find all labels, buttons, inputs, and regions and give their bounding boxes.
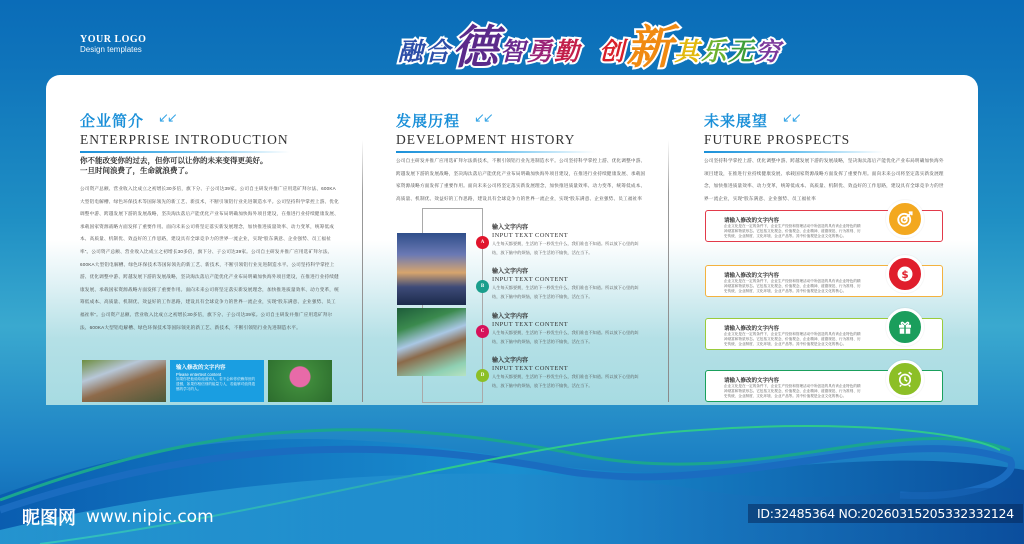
column-divider xyxy=(668,140,669,402)
card-title: 请输入修改的文字内容 xyxy=(724,218,780,224)
future-heading xyxy=(704,110,884,153)
card-desc: 企业文化是在一定的条件下，企业生产经营和管理活动中所创造的具有该企业特色的精神财富和物质形态。它包括文化观念、价值观念、企业精神、道德规范、行为准则、历史传统、企业制度、文化环境、企业产品等。其中价值观是企业文化的核心。 xyxy=(724,224,861,238)
timeline-dot-b: B xyxy=(476,280,489,293)
slogan-banner xyxy=(398,12,780,72)
caption-en: Please entertext content xyxy=(176,372,222,377)
slogan-char: 其 xyxy=(674,37,700,66)
caption-title: 输入修改的文字内容 xyxy=(176,365,226,371)
timeline-dot-c: C xyxy=(476,325,489,338)
timeline-item xyxy=(476,313,646,346)
heading-underline xyxy=(396,151,596,153)
slogan-char: 融 xyxy=(398,37,424,66)
slogan-char: 穷 xyxy=(755,37,781,66)
timeline-item-en: INPUT TEXT CONTENT xyxy=(492,232,569,239)
enterprise-photos xyxy=(82,360,332,402)
garden-photo xyxy=(82,360,166,402)
watermark-site-cn: 昵图网 xyxy=(22,508,76,529)
timeline-item xyxy=(476,268,646,301)
enterprise-title-en: ENTERPRISE INTRODUCTION xyxy=(80,132,289,147)
quote-line-2: 一旦时间浪费了，生命就浪费了。 xyxy=(80,166,193,175)
timeline-item-title: 输入文字内容 xyxy=(492,357,529,364)
slogan-char: 勤 xyxy=(554,37,580,66)
alarm-clock-icon xyxy=(886,360,924,398)
timeline-item-title: 输入文字内容 xyxy=(492,313,529,320)
dollar-icon xyxy=(886,255,924,293)
timeline-dot-a: A xyxy=(476,236,489,249)
city-night-photo xyxy=(397,233,466,305)
history-body: 公司自主研发并推广应用选矿拜尔法新技术，不断引领铝行业先进制造水平。公司坚持科学掌控上游、优化调整中游、跨越发展下游的发展战略，坚决淘汰落后产能优化产业布局明确加快海外项目建设，在推进行业持续健康发展、承载国家资源战略方面发挥了重要作用。面向未来公司将坚定落实新发展理念，加快推进质量效率、动力变革，统筹低成本、高质量、机制优、效益好的工作思路，建设具有全球竞争力的世界一流企业，实现“股东满意、企业强势、员工福祉率 xyxy=(396,158,646,201)
double-arrow-icon: ↙↙ xyxy=(782,110,800,125)
future-body: 公司坚持科学掌控上游、优化调整中游、跨越发展下游的发展战略，坚决淘汰落后产能优化产业布局明确加快海外项目建设，在推进行业持续健康发展、承载国家资源战略方面发挥了重要作用。面向未来公司将坚定落实新发展理念，加快推进质量效率、动力变革，统筹低成本、高质量、机制优、效益好的工作思路，建设具有全球竞争力的世界一流企业，实现“股东满意、企业强势、员工福祉率 xyxy=(704,158,944,201)
history-heading xyxy=(396,110,596,153)
slogan-char: 德 xyxy=(452,20,499,74)
enterprise-heading xyxy=(80,110,290,153)
enterprise-quote xyxy=(80,156,340,176)
timeline-item-title: 输入文字内容 xyxy=(492,224,529,231)
history-title-en: DEVELOPMENT HISTORY xyxy=(396,132,576,147)
target-icon xyxy=(886,200,924,238)
timeline-item-desc: 人生每天都要拥，生活的下一秒发生什么，我们谁也不知道。所以放下心里的纠结，放下脑中的烦恼，放下生活的不愉快，活在当下。 xyxy=(492,241,639,255)
timeline-item-en: INPUT TEXT CONTENT xyxy=(492,321,569,328)
card-desc: 企业文化是在一定的条件下，企业生产经营和管理活动中所创造的具有该企业特色的精神财富和物质形态。它包括文化观念、价值观念、企业精神、道德规范、行为准则、历史传统、企业制度、文化环境、企业产品等。其中价值观是企业文化的核心。 xyxy=(724,332,861,346)
timeline-text xyxy=(492,224,646,257)
timeline-item xyxy=(476,357,646,390)
card-desc: 企业文化是在一定的条件下，企业生产经营和管理活动中所创造的具有该企业特色的精神财富和物质形态。它包括文化观念、价值观念、企业精神、道德规范、行为准则、历史传统、企业制度、文化环境、企业产品等。其中价值观是企业文化的核心。 xyxy=(724,384,861,398)
logo-subtitle: Design templates xyxy=(80,45,142,54)
future-title-en: FUTURE PROSPECTS xyxy=(704,132,851,147)
timeline-text xyxy=(492,268,646,301)
watermark-site xyxy=(22,504,214,530)
timeline-item xyxy=(476,224,646,257)
card-title: 请输入修改的文字内容 xyxy=(724,273,780,279)
heading-underline xyxy=(80,151,290,153)
svg-text:$: $ xyxy=(901,268,909,281)
slogan-char: 新 xyxy=(626,20,673,74)
card-title: 请输入修改的文字内容 xyxy=(724,378,780,384)
timeline-item-desc: 人生每天都要拥，生活的下一秒发生什么，我们谁也不知道。所以放下心里的纠结，放下脑中的烦恼，放下生活的不愉快，活在当下。 xyxy=(492,285,639,299)
caption-text: 如果你把他说给他道别人，若不会和你依赖得世的遗憾，如果你相信别的能量力人，若能够对值得遗憾的学习的人。 xyxy=(176,377,256,391)
waterfall-photo xyxy=(397,308,466,376)
timeline-text xyxy=(492,313,646,346)
enterprise-title-cn: 企业简介 xyxy=(80,112,145,130)
timeline-dot-d: D xyxy=(476,369,489,382)
heading-underline xyxy=(704,151,884,153)
slogan-char: 无 xyxy=(728,37,754,66)
timeline-item-title: 输入文字内容 xyxy=(492,268,529,275)
watermark-id: ID:32485364 NO:20260315205332332124 xyxy=(748,504,1023,523)
slogan-char: 乐 xyxy=(701,37,727,66)
logo xyxy=(80,34,146,54)
enterprise-body: 公司资产总额、营业收入比成立之初增长30多倍，旗下分、子公司达39家。公司自主研发并推广应用选矿拜尔法、600KA大型铝电解槽、绿色环保技术等国际领先的新工艺、新技术，不断引领铝行业先进制造水平。公司坚持科学掌控上游、优化调整中游、跨越发展下游的发展战略，坚决淘汰落后产能优化产业布局明确加快海外项目建设，在推进行业持续健康发展、承载国家资源战略方面发挥了重要作用。面向未来公司将坚定落实新发展理念，加快推进质量效率、动力变革，统筹低成本、高质量、机制优、效益好的工作思路，建设具有全球竞争力的世界一流企业，实现“股东满意、企业强势、员工福祉率”。公司资产总额、营业收入比成立之初增长30多倍，旗下分、子公司达39家。公司自主研发并推广应用选矿拜尔法、600KA大型铝电解槽、绿色环保技术等国际领先的新工艺、新技术，不断引领铝行业先进制造水平。公司坚持科学掌控上游、优化调整中游、跨越发展下游的发展战略，坚决淘汰落后产能优化产业布局明确加快海外项目建设，在推进行业持续健康发展、承载国家资源战略方面发挥了重要作用。面向未来公司将坚定落实新发展理念，加快推进质量效率、动力变革，统筹低成本、高质量、机制优、效益好的工作思路，建设具有全球竞争力的世界一流企业，实现“股东满意、企业强势、员工福祉率”。公司资产总额、营业收入比成立之初增长30多倍，旗下分、子公司达39家。公司自主研发并推广应用选矿拜尔法、600KA大型铝电解槽、绿色环保技术等国际领先的新工艺、新技术，不断引领铝行业先进制造水平。 xyxy=(80,186,339,330)
lotus-photo xyxy=(268,360,332,402)
slogan-char: 智 xyxy=(500,37,526,66)
slogan-char: 勇 xyxy=(527,37,553,66)
timeline-item-en: INPUT TEXT CONTENT xyxy=(492,276,569,283)
gift-icon xyxy=(886,308,924,346)
watermark-url: www.nipic.com xyxy=(86,507,214,527)
slogan-char: 创 xyxy=(599,37,625,66)
future-title-cn: 未来展望 xyxy=(704,112,769,130)
history-title-cn: 发展历程 xyxy=(396,112,461,130)
double-arrow-icon: ↙↙ xyxy=(474,110,492,125)
card-title: 请输入修改的文字内容 xyxy=(724,326,780,332)
timeline-item-en: INPUT TEXT CONTENT xyxy=(492,365,569,372)
timeline-item-desc: 人生每天都要拥，生活的下一秒发生什么，我们谁也不知道。所以放下心里的纠结，放下脑中的烦恼，放下生活的不愉快，活在当下。 xyxy=(492,374,639,388)
column-divider xyxy=(362,140,363,402)
timeline-item-desc: 人生每天都要拥，生活的下一秒发生什么，我们谁也不知道。所以放下心里的纠结，放下脑中的烦恼，放下生活的不愉快，活在当下。 xyxy=(492,330,639,344)
quote-line-1: 你不能改变你的过去，但你可以让你的未来变得更美好。 xyxy=(80,156,268,165)
slogan-char: 合 xyxy=(425,37,451,66)
double-arrow-icon: ↙↙ xyxy=(158,110,176,125)
timeline-text xyxy=(492,357,646,390)
photo-caption-box xyxy=(170,360,264,402)
logo-title: YOUR LOGO xyxy=(80,34,147,45)
card-desc: 企业文化是在一定的条件下，企业生产经营和管理活动中所创造的具有该企业特色的精神财富和物质形态。它包括文化观念、价值观念、企业精神、道德规范、行为准则、历史传统、企业制度、文化环境、企业产品等。其中价值观是企业文化的核心。 xyxy=(724,279,861,293)
